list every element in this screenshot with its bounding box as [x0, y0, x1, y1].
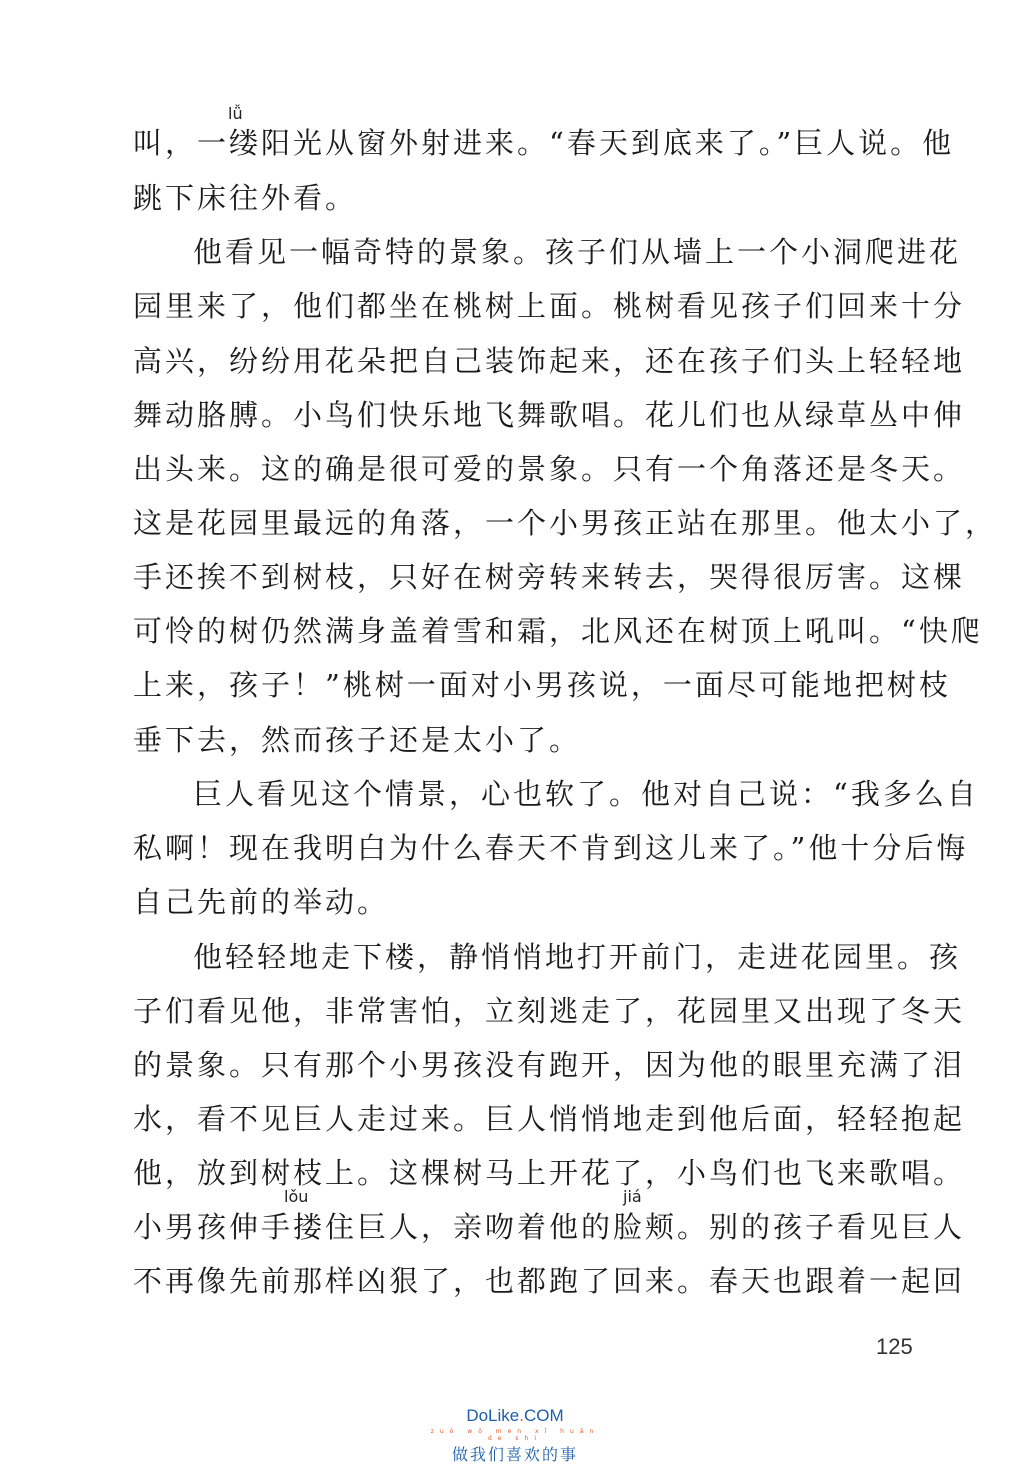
- watermark-brand-dot: .: [519, 1406, 524, 1425]
- text-line: 出头来。这的确是很可爱的景象。只有一个角落还是冬天。: [133, 452, 966, 486]
- text-line: 他轻轻地走下楼，静悄悄地打开前门，走进花园里。孩: [193, 940, 962, 974]
- text-line: 园里来了，他们都坐在桃树上面。桃树看见孩子们回来十分: [133, 289, 966, 323]
- text-line: 水，看不见巨人走过来。巨人悄悄地走到他后面，轻轻抱起: [133, 1102, 966, 1136]
- watermark-brand-main: DoLike: [466, 1406, 520, 1425]
- text-line: 这是花园里最远的角落，一个小男孩正站在那里。他太小了，: [133, 506, 998, 540]
- text-line: 叫，一缕阳光从窗外射进来。“春天到底来了。”巨人说。他: [133, 126, 955, 160]
- site-watermark: [430, 1406, 600, 1465]
- text-line: 上来，孩子！”桃树一面对小男孩说，一面尽可能地把树枝: [133, 668, 951, 702]
- text-line: 手还挨不到树枝，只好在树旁转来转去，哭得很厉害。这棵: [133, 560, 966, 594]
- text-line: 可怜的树仍然满身盖着雪和霜，北风还在树顶上吼叫。“快爬: [133, 614, 983, 648]
- text-line: 自己先前的举动。: [133, 885, 390, 919]
- pinyin-jia: jiá: [623, 1187, 642, 1206]
- pinyin-lu: lǚ: [228, 104, 243, 123]
- text-line: 垂下去，然而孩子还是太小了。: [133, 723, 582, 757]
- watermark-brand-tail: COM: [523, 1406, 564, 1425]
- text-line: 不再像先前那样凶狠了，也都跑了回来。春天也跟着一起回: [133, 1264, 966, 1298]
- text-line: 跳下床往外看。: [133, 181, 358, 215]
- text-line: 的景象。只有那个小男孩没有跑开，因为他的眼里充满了泪: [133, 1048, 966, 1082]
- pinyin-lou: lǒu: [284, 1187, 309, 1206]
- text-line: 舞动胳膊。小鸟们快乐地飞舞歌唱。花儿们也从绿草丛中伸: [133, 398, 966, 432]
- page-number: 125: [876, 1334, 913, 1359]
- text-line: 他，放到树枝上。这棵树马上开花了，小鸟们也飞来歌唱。: [133, 1156, 966, 1190]
- text-line: 私啊！现在我明白为什么春天不肯到这儿来了。”他十分后悔: [133, 831, 969, 865]
- text-line: 子们看见他，非常害怕，立刻逃走了，花园里又出现了冬天: [133, 994, 966, 1028]
- watermark-pinyin: zuò wǒ men xǐ huān de shì: [430, 1428, 600, 1442]
- text-line: 巨人看见这个情景，心也软了。他对自己说：“我多么自: [193, 777, 979, 811]
- text-line: 他看见一幅奇特的景象。孩子们从墙上一个小洞爬进花: [193, 235, 962, 269]
- watermark-brand: [430, 1406, 600, 1426]
- text-line: 高兴，纷纷用花朵把自己装饰起来，还在孩子们头上轻轻地: [133, 344, 966, 378]
- text-line: 小男孩伸手搂住巨人，亲吻着他的脸颊。别的孩子看见巨人: [133, 1210, 966, 1244]
- watermark-slogan: 做我们喜欢的事: [451, 1445, 578, 1464]
